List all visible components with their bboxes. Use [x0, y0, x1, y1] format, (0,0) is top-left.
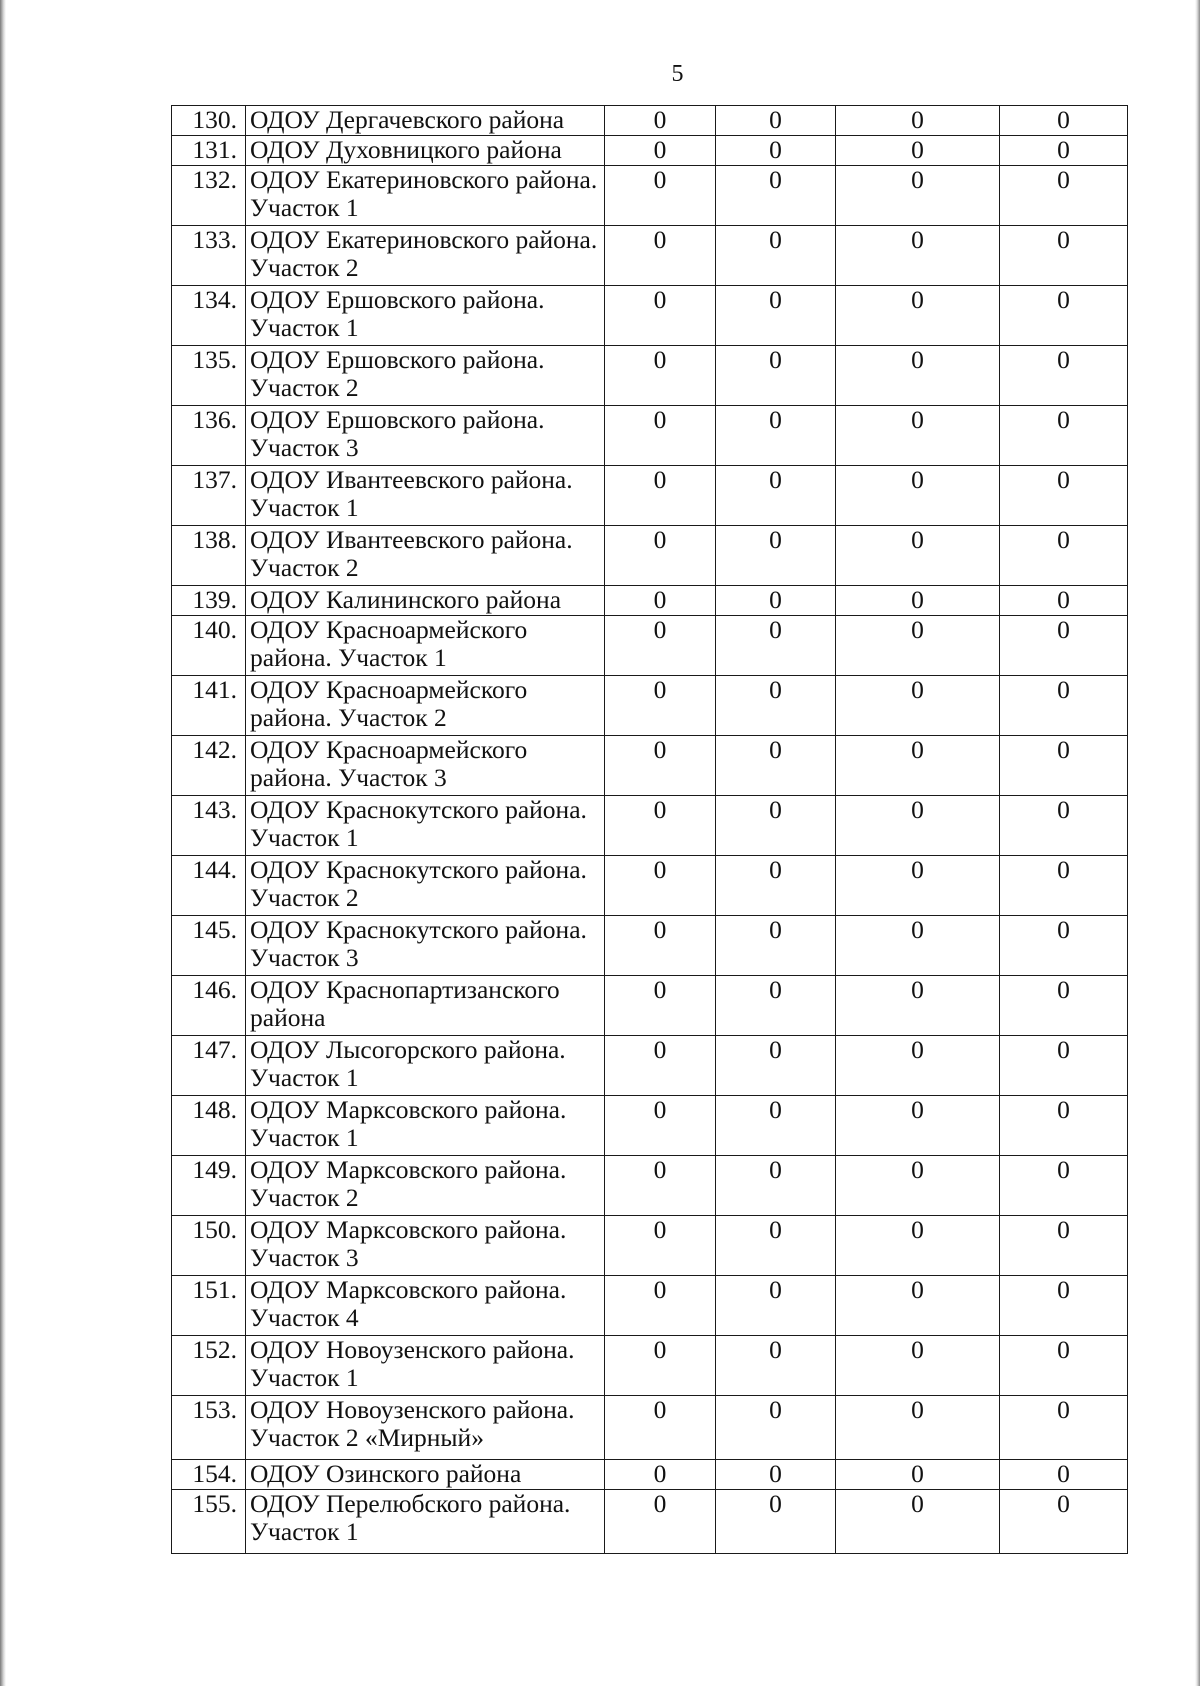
row-value-2-cell: 0: [716, 1460, 836, 1490]
row-name-cell: ОДОУ Марксовского района. Участок 4: [246, 1276, 605, 1336]
row-number-cell: 155.: [172, 1490, 246, 1554]
row-value-1-cell: 0: [605, 1336, 716, 1396]
row-value-2-cell: 0: [716, 136, 836, 166]
table-row: [172, 856, 1128, 916]
row-name-cell: ОДОУ Ершовского района. Участок 3: [246, 406, 605, 466]
row-value-4-cell: 0: [1000, 466, 1128, 526]
page-number: 5: [671, 61, 684, 87]
row-value-3-cell: 0: [836, 916, 1000, 976]
row-value-3-cell: 0: [836, 1036, 1000, 1096]
row-value-2-cell: 0: [716, 1036, 836, 1096]
row-value-2-cell: 0: [716, 736, 836, 796]
data-table: [171, 105, 1128, 1554]
row-name-cell: ОДОУ Ивантеевского района. Участок 1: [246, 466, 605, 526]
row-value-2-cell: 0: [716, 466, 836, 526]
row-value-2-cell: 0: [716, 106, 836, 136]
row-value-4-cell: 0: [1000, 1396, 1128, 1460]
table-row: [172, 1276, 1128, 1336]
row-value-1-cell: 0: [605, 1036, 716, 1096]
row-value-4-cell: 0: [1000, 616, 1128, 676]
row-number-cell: 138.: [172, 526, 246, 586]
row-value-2-cell: 0: [716, 346, 836, 406]
row-value-4-cell: 0: [1000, 1490, 1128, 1554]
row-value-4-cell: 0: [1000, 1096, 1128, 1156]
row-value-1-cell: 0: [605, 1490, 716, 1554]
row-value-4-cell: 0: [1000, 856, 1128, 916]
row-value-4-cell: 0: [1000, 286, 1128, 346]
row-number-cell: 149.: [172, 1156, 246, 1216]
scan-edge-right: [1195, 0, 1200, 1686]
table-row: [172, 526, 1128, 586]
row-value-3-cell: 0: [836, 346, 1000, 406]
row-value-3-cell: 0: [836, 406, 1000, 466]
row-number-cell: 151.: [172, 1276, 246, 1336]
row-number-cell: 146.: [172, 976, 246, 1036]
row-value-2-cell: 0: [716, 586, 836, 616]
row-name-cell: ОДОУ Красноармейского района. Участок 2: [246, 676, 605, 736]
row-value-4-cell: 0: [1000, 1336, 1128, 1396]
row-value-1-cell: 0: [605, 1156, 716, 1216]
row-value-3-cell: 0: [836, 1336, 1000, 1396]
row-value-4-cell: 0: [1000, 136, 1128, 166]
row-number-cell: 137.: [172, 466, 246, 526]
table-row: [172, 1336, 1128, 1396]
row-value-3-cell: 0: [836, 796, 1000, 856]
table-row: [172, 1036, 1128, 1096]
table-row: [172, 286, 1128, 346]
row-value-2-cell: 0: [716, 526, 836, 586]
row-number-cell: 134.: [172, 286, 246, 346]
row-value-3-cell: 0: [836, 736, 1000, 796]
row-value-1-cell: 0: [605, 346, 716, 406]
row-value-3-cell: 0: [836, 286, 1000, 346]
row-number-cell: 132.: [172, 166, 246, 226]
table-row: [172, 676, 1128, 736]
row-value-3-cell: 0: [836, 526, 1000, 586]
row-name-cell: ОДОУ Краснокутского района. Участок 2: [246, 856, 605, 916]
row-value-1-cell: 0: [605, 736, 716, 796]
row-name-cell: ОДОУ Екатериновского района. Участок 1: [246, 166, 605, 226]
row-name-cell: ОДОУ Новоузенского района. Участок 2 «Мирный»: [246, 1396, 605, 1460]
row-name-cell: ОДОУ Лысогорского района. Участок 1: [246, 1036, 605, 1096]
row-value-3-cell: 0: [836, 856, 1000, 916]
row-number-cell: 143.: [172, 796, 246, 856]
row-value-2-cell: 0: [716, 1096, 836, 1156]
row-name-cell: ОДОУ Ивантеевского района. Участок 2: [246, 526, 605, 586]
table-row: [172, 406, 1128, 466]
table-row: [172, 466, 1128, 526]
row-value-4-cell: 0: [1000, 166, 1128, 226]
row-value-3-cell: 0: [836, 1396, 1000, 1460]
row-value-1-cell: 0: [605, 406, 716, 466]
row-value-2-cell: 0: [716, 676, 836, 736]
row-value-1-cell: 0: [605, 916, 716, 976]
row-value-2-cell: 0: [716, 1490, 836, 1554]
row-number-cell: 152.: [172, 1336, 246, 1396]
row-value-3-cell: 0: [836, 166, 1000, 226]
row-value-3-cell: 0: [836, 466, 1000, 526]
row-value-3-cell: 0: [836, 1096, 1000, 1156]
table-row: [172, 1396, 1128, 1460]
table-row: [172, 1216, 1128, 1276]
row-name-cell: ОДОУ Ершовского района. Участок 2: [246, 346, 605, 406]
row-value-1-cell: 0: [605, 1096, 716, 1156]
row-value-2-cell: 0: [716, 856, 836, 916]
row-value-2-cell: 0: [716, 616, 836, 676]
row-value-2-cell: 0: [716, 1156, 836, 1216]
row-value-3-cell: 0: [836, 976, 1000, 1036]
table-row: [172, 106, 1128, 136]
row-name-cell: ОДОУ Екатериновского района. Участок 2: [246, 226, 605, 286]
row-value-2-cell: 0: [716, 1216, 836, 1276]
row-number-cell: 130.: [172, 106, 246, 136]
row-value-3-cell: 0: [836, 676, 1000, 736]
row-value-2-cell: 0: [716, 286, 836, 346]
table-row: [172, 346, 1128, 406]
row-value-4-cell: 0: [1000, 976, 1128, 1036]
row-value-1-cell: 0: [605, 226, 716, 286]
row-name-cell: ОДОУ Красноармейского района. Участок 3: [246, 736, 605, 796]
row-name-cell: ОДОУ Краснопартизанского района: [246, 976, 605, 1036]
row-value-4-cell: 0: [1000, 1036, 1128, 1096]
row-name-cell: ОДОУ Марксовского района. Участок 3: [246, 1216, 605, 1276]
table-row: [172, 736, 1128, 796]
row-value-4-cell: 0: [1000, 736, 1128, 796]
row-value-1-cell: 0: [605, 1396, 716, 1460]
row-name-cell: ОДОУ Новоузенского района. Участок 1: [246, 1336, 605, 1396]
row-number-cell: 148.: [172, 1096, 246, 1156]
row-number-cell: 153.: [172, 1396, 246, 1460]
scan-edge-left: [0, 0, 6, 1686]
row-value-2-cell: 0: [716, 1276, 836, 1336]
row-value-1-cell: 0: [605, 856, 716, 916]
row-number-cell: 139.: [172, 586, 246, 616]
row-number-cell: 144.: [172, 856, 246, 916]
row-number-cell: 147.: [172, 1036, 246, 1096]
table-row: [172, 166, 1128, 226]
row-name-cell: ОДОУ Марксовского района. Участок 1: [246, 1096, 605, 1156]
row-value-4-cell: 0: [1000, 1460, 1128, 1490]
row-number-cell: 135.: [172, 346, 246, 406]
row-value-1-cell: 0: [605, 466, 716, 526]
row-name-cell: ОДОУ Калининского района: [246, 586, 605, 616]
row-name-cell: ОДОУ Озинского района: [246, 1460, 605, 1490]
table-row: [172, 586, 1128, 616]
row-value-1-cell: 0: [605, 1460, 716, 1490]
row-value-2-cell: 0: [716, 1396, 836, 1460]
row-value-4-cell: 0: [1000, 1216, 1128, 1276]
row-value-1-cell: 0: [605, 676, 716, 736]
row-name-cell: ОДОУ Дергачевского района: [246, 106, 605, 136]
table-row: [172, 976, 1128, 1036]
row-value-4-cell: 0: [1000, 1156, 1128, 1216]
row-name-cell: ОДОУ Духовницкого района: [246, 136, 605, 166]
table-row: [172, 796, 1128, 856]
row-value-1-cell: 0: [605, 136, 716, 166]
row-name-cell: ОДОУ Красноармейского района. Участок 1: [246, 616, 605, 676]
row-value-3-cell: 0: [836, 616, 1000, 676]
row-value-1-cell: 0: [605, 106, 716, 136]
row-number-cell: 154.: [172, 1460, 246, 1490]
table-row: [172, 226, 1128, 286]
row-number-cell: 150.: [172, 1216, 246, 1276]
row-value-4-cell: 0: [1000, 406, 1128, 466]
row-value-1-cell: 0: [605, 1216, 716, 1276]
row-value-1-cell: 0: [605, 796, 716, 856]
row-number-cell: 145.: [172, 916, 246, 976]
row-number-cell: 133.: [172, 226, 246, 286]
row-value-2-cell: 0: [716, 226, 836, 286]
row-number-cell: 131.: [172, 136, 246, 166]
row-value-4-cell: 0: [1000, 676, 1128, 736]
row-value-1-cell: 0: [605, 1276, 716, 1336]
row-value-1-cell: 0: [605, 616, 716, 676]
row-value-2-cell: 0: [716, 796, 836, 856]
row-value-3-cell: 0: [836, 1490, 1000, 1554]
row-name-cell: ОДОУ Краснокутского района. Участок 3: [246, 916, 605, 976]
row-value-2-cell: 0: [716, 976, 836, 1036]
row-name-cell: ОДОУ Марксовского района. Участок 2: [246, 1156, 605, 1216]
row-number-cell: 136.: [172, 406, 246, 466]
table-row: [172, 136, 1128, 166]
table-row: [172, 1490, 1128, 1554]
row-value-4-cell: 0: [1000, 346, 1128, 406]
row-value-1-cell: 0: [605, 586, 716, 616]
row-value-3-cell: 0: [836, 136, 1000, 166]
row-value-1-cell: 0: [605, 526, 716, 586]
row-value-2-cell: 0: [716, 166, 836, 226]
row-value-1-cell: 0: [605, 286, 716, 346]
row-value-3-cell: 0: [836, 226, 1000, 286]
row-value-2-cell: 0: [716, 406, 836, 466]
row-value-2-cell: 0: [716, 916, 836, 976]
row-value-3-cell: 0: [836, 1156, 1000, 1216]
row-value-3-cell: 0: [836, 1460, 1000, 1490]
table-row: [172, 916, 1128, 976]
row-value-4-cell: 0: [1000, 106, 1128, 136]
row-value-2-cell: 0: [716, 1336, 836, 1396]
row-name-cell: ОДОУ Ершовского района. Участок 1: [246, 286, 605, 346]
table-row: [172, 1156, 1128, 1216]
row-value-4-cell: 0: [1000, 226, 1128, 286]
table-row: [172, 1460, 1128, 1490]
row-number-cell: 140.: [172, 616, 246, 676]
row-value-4-cell: 0: [1000, 916, 1128, 976]
row-value-3-cell: 0: [836, 106, 1000, 136]
table-row: [172, 616, 1128, 676]
row-number-cell: 142.: [172, 736, 246, 796]
table-body: [172, 106, 1128, 1554]
table-row: [172, 1096, 1128, 1156]
row-name-cell: ОДОУ Перелюбского района. Участок 1: [246, 1490, 605, 1554]
row-value-3-cell: 0: [836, 1276, 1000, 1336]
row-value-4-cell: 0: [1000, 586, 1128, 616]
row-name-cell: ОДОУ Краснокутского района. Участок 1: [246, 796, 605, 856]
row-value-4-cell: 0: [1000, 526, 1128, 586]
row-value-3-cell: 0: [836, 586, 1000, 616]
row-value-1-cell: 0: [605, 976, 716, 1036]
row-value-1-cell: 0: [605, 166, 716, 226]
row-number-cell: 141.: [172, 676, 246, 736]
row-value-3-cell: 0: [836, 1216, 1000, 1276]
row-value-4-cell: 0: [1000, 1276, 1128, 1336]
row-value-4-cell: 0: [1000, 796, 1128, 856]
